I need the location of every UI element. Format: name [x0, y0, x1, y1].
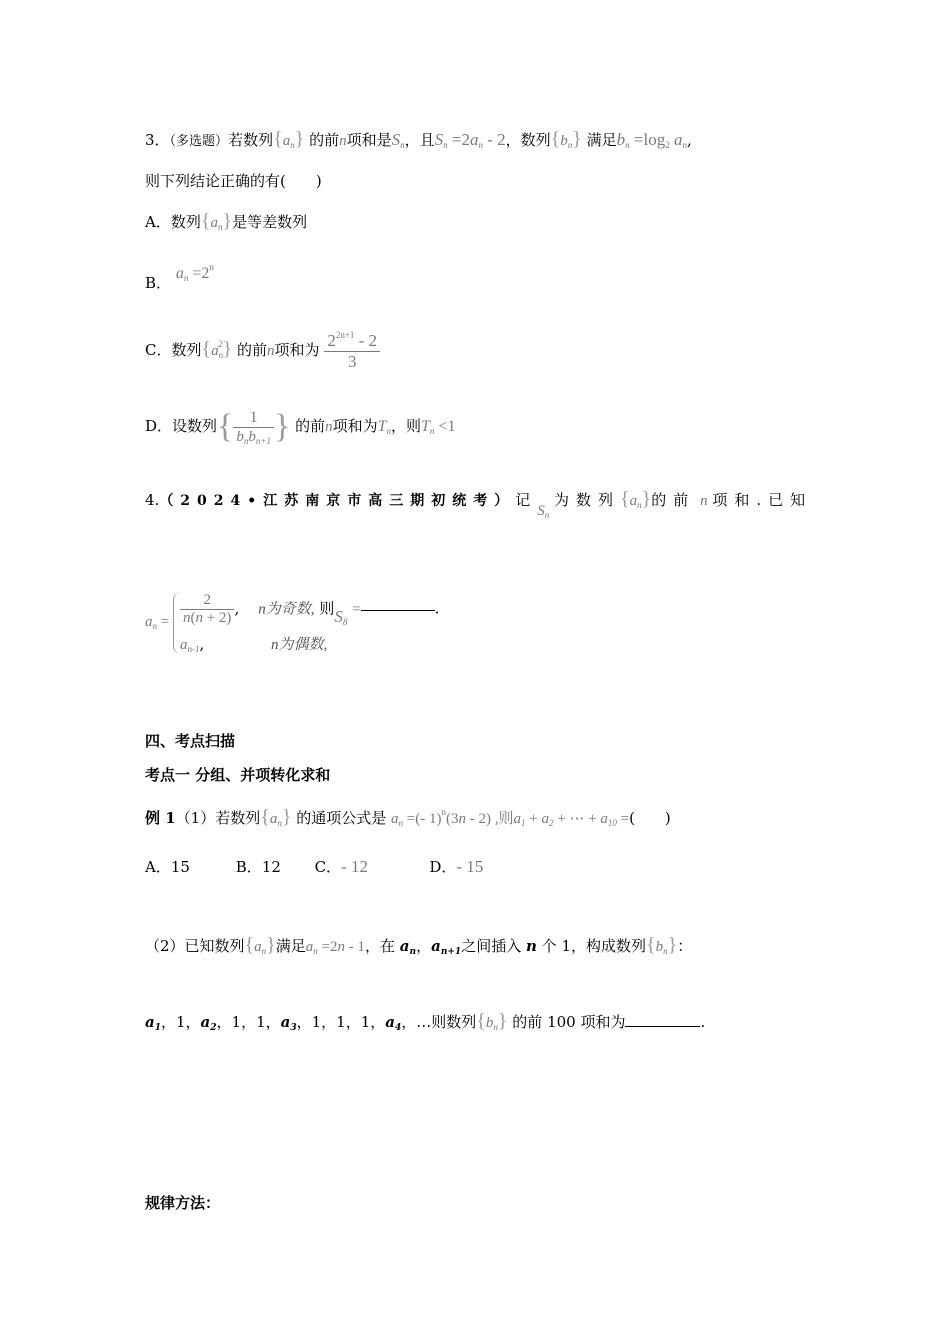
option-a[interactable]: A．15	[145, 858, 190, 876]
q4-piecewise: $a_n$ = $\frac{2}{n(n + 2)}$ , n为奇数, 则$S_8$ = . $a_{n-1}$, n为偶数,	[145, 592, 440, 654]
example1-part2: （2）已知数列$\{a_n\}$满足$a_n =2n - 1$，在 $a_n$，$a_{n+1}$之间插入 n 个 1，构成数列$\{b_n\}$：	[145, 934, 693, 957]
q3-option-c[interactable]: C．数列$\{a_n^2\}$ 的前n项和为 $\frac{2^{2n+1} - 2}{3}$	[145, 330, 380, 372]
kaodian-title: 考点一 分组、并项转化求和	[145, 766, 331, 784]
section-title: 四、考点扫描	[145, 732, 236, 750]
example1-sequence: $a_1$，1，$a_2$，1，1，$a_3$，1，1，1，$a_4$，…则数列$\{b_n\}$ 的前 100 项和为 .	[145, 1010, 706, 1033]
option-d[interactable]: D．- 15	[429, 857, 484, 876]
q3-stem-line2: 则下列结论正确的有( )	[145, 172, 322, 190]
option-b[interactable]: B．12	[235, 858, 281, 876]
q3-option-d[interactable]: D．设数列{ $\frac{1}{b_nb_{n+1}}$ } 的前n项和为$T_n$，则$T_n <1$	[145, 408, 456, 446]
example1-part1: 例 1（1）若数列$\{a_n\}$ 的通项公式是 $a_n$ =(- 1)$^n$(3n - 2) ,则$a_1 + a_2$ + ⋯ + $a_{10}$ =( )	[145, 806, 671, 828]
q3-stem-line1: 3．（多选题）若数列$\{a_n\}$ 的前n项和是$S_n$，且$S_n =2a_n - 2$，数列$\{b_n\}$ 满足$b_n =\log_2$ $a_n$,	[145, 128, 692, 150]
example1-options	[145, 856, 525, 877]
q4-stem: 4.（2024•江苏南京市高三期初统考）记$S_n$ 为数列$\{a_n\}$的前 n 项和.已知	[145, 488, 813, 520]
q3-option-b[interactable]: B． $a_n =2^n$	[145, 262, 214, 292]
option-c[interactable]: C．- 12	[314, 857, 368, 876]
method-title: 规律方法：	[145, 1194, 221, 1212]
answer-blank[interactable]	[625, 1012, 700, 1027]
q3-option-c-fraction: $\frac{2^{2n+1} - 2}{3}$	[324, 330, 380, 372]
q3-option-a[interactable]: A．数列$\{a_n\}$是等差数列	[145, 210, 308, 232]
q3-option-d-fraction: $\frac{1}{b_nb_{n+1}}$	[233, 409, 274, 446]
